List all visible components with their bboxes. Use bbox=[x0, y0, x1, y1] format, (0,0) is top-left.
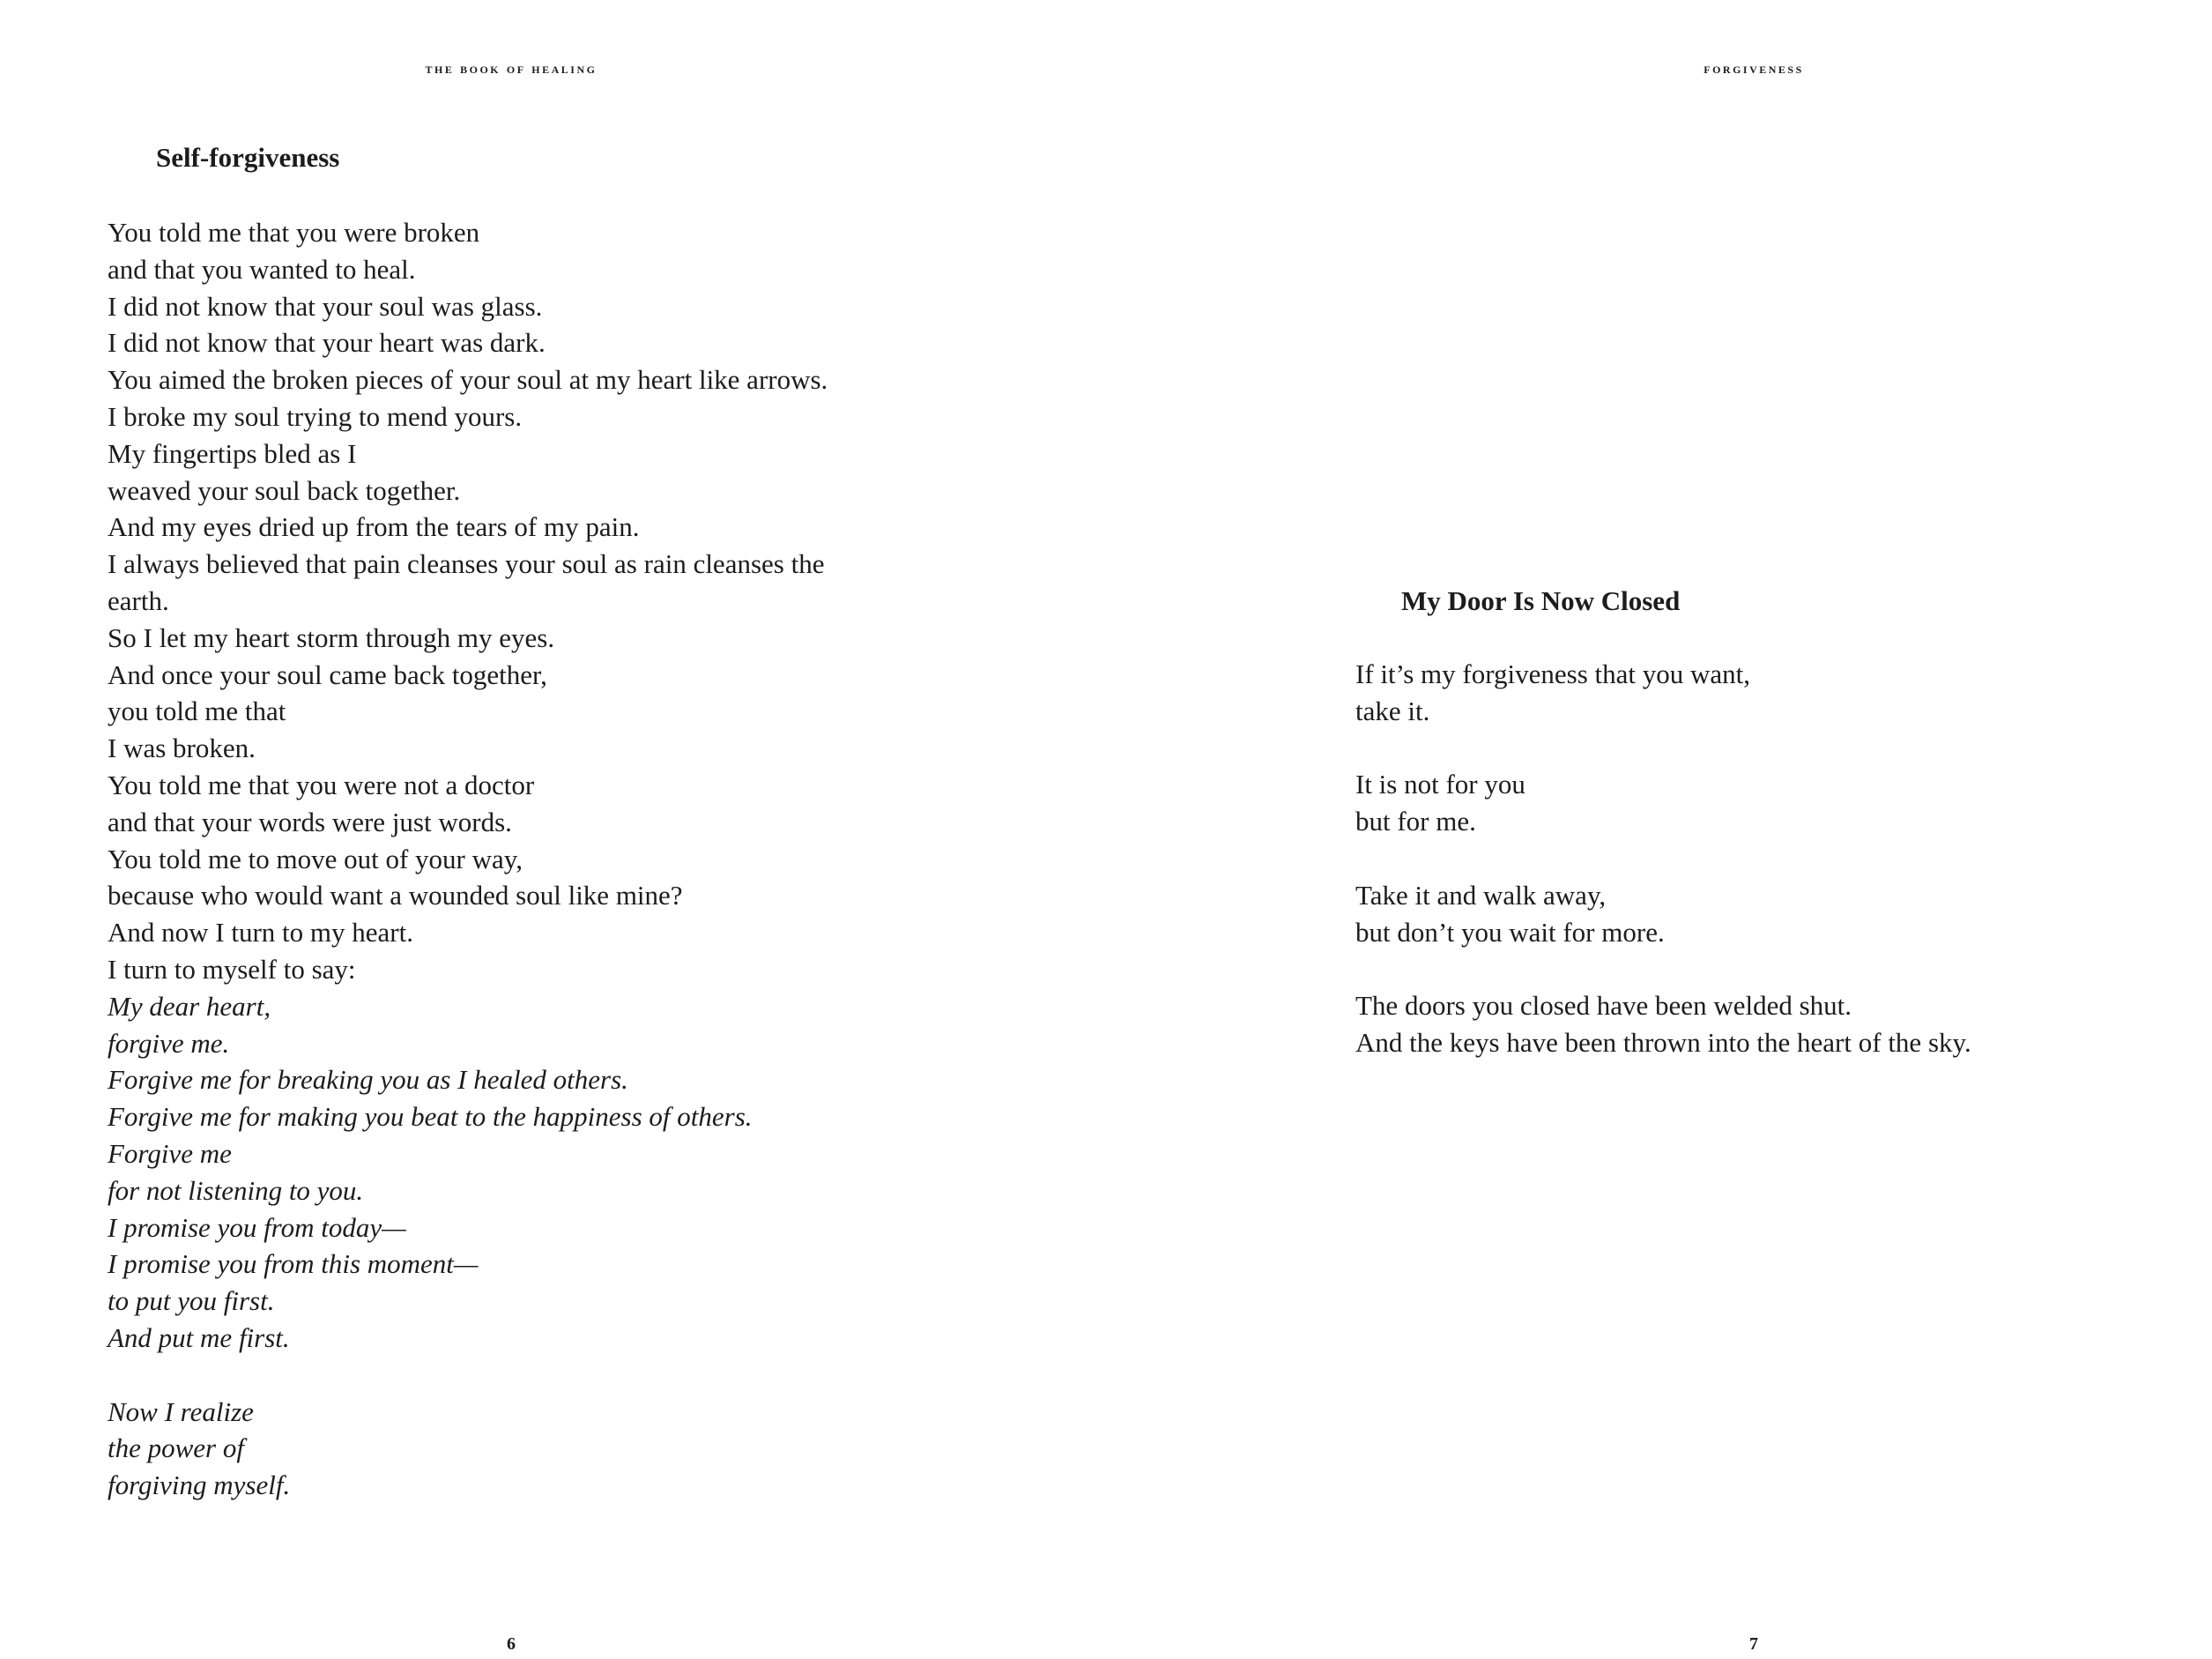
poem-line: earth. bbox=[108, 584, 169, 616]
running-head: the book of healing bbox=[425, 60, 598, 77]
poem-line: My dear heart, bbox=[108, 990, 271, 1022]
right-page bbox=[1106, 0, 2212, 1659]
poem-line: I promise you from today— bbox=[108, 1211, 406, 1243]
stanza-break bbox=[1355, 950, 2184, 987]
poem-line: My fingertips bled as I bbox=[108, 437, 357, 469]
poem-title: Self-forgiveness bbox=[156, 142, 340, 173]
poem-line: to put you first. bbox=[108, 1285, 275, 1317]
poem-line: and that your words were just words. bbox=[108, 806, 512, 837]
poem-line: you told me that bbox=[108, 696, 286, 727]
poem-line: Forgive me for breaking you as I healed others. bbox=[108, 1064, 628, 1096]
page-number: 6 bbox=[507, 1634, 516, 1654]
stanza-break bbox=[1355, 840, 2184, 877]
poem-title: My Door Is Now Closed bbox=[1401, 585, 1681, 616]
poem-line: I was broken. bbox=[108, 733, 256, 764]
poem-line: Forgive me bbox=[108, 1137, 232, 1169]
poem-line: weaved your soul back together. bbox=[108, 474, 461, 506]
poem-line: You told me to move out of your way, bbox=[108, 843, 523, 874]
poem-line: I turn to myself to say: bbox=[108, 953, 356, 985]
poem-line: If it’s my forgiveness that you want, bbox=[1355, 658, 1751, 689]
poem-line: You told me that you were broken bbox=[108, 217, 480, 248]
poem-line: but don’t you wait for more. bbox=[1355, 916, 1665, 948]
poem-line: And the keys have been thrown into the heart of the sky. bbox=[1355, 1026, 1971, 1058]
poem-line: forgive me. bbox=[108, 1027, 230, 1059]
poem-line: And now I turn to my heart. bbox=[108, 917, 413, 949]
poem-body bbox=[108, 214, 954, 1504]
stanza-break bbox=[108, 1357, 954, 1394]
poem-line: Now I realize bbox=[108, 1395, 254, 1427]
poem-line: for not listening to you. bbox=[108, 1174, 364, 1206]
poem-line: but for me. bbox=[1355, 806, 1476, 837]
poem-line: The doors you closed have been welded shut. bbox=[1355, 990, 1852, 1022]
poem-line: Take it and walk away, bbox=[1355, 879, 1607, 911]
poem-line: take it. bbox=[1355, 695, 1430, 726]
poem-line: I broke my soul trying to mend yours. bbox=[108, 400, 523, 432]
poem-line: forgiving myself. bbox=[108, 1469, 291, 1501]
poem-line: You aimed the broken pieces of your soul at my heart like arrows. bbox=[108, 364, 828, 396]
poem-line: You told me that you were not a doctor bbox=[108, 769, 535, 800]
poem-line: It is not for you bbox=[1355, 769, 1525, 800]
poem-line: Forgive me for making you beat to the happiness of others. bbox=[108, 1101, 753, 1133]
poem-line: I did not know that your heart was dark. bbox=[108, 327, 546, 359]
page-number: 7 bbox=[1749, 1634, 1758, 1654]
poem-line: So I let my heart storm through my eyes. bbox=[108, 621, 555, 653]
running-head: forgiveness bbox=[1704, 60, 1804, 77]
poem-line: I did not know that your soul was glass. bbox=[108, 290, 543, 322]
poem-body bbox=[1355, 656, 2184, 1061]
poem-line: And my eyes dried up from the tears of my pain. bbox=[108, 511, 640, 543]
poem-line: And once your soul came back together, bbox=[108, 658, 547, 690]
poem-line: the power of bbox=[108, 1432, 244, 1464]
poem-line: And put me first. bbox=[108, 1321, 290, 1353]
poem-line: because who would want a wounded soul like mine? bbox=[108, 880, 683, 911]
stanza-break bbox=[1355, 730, 2184, 767]
poem-line: I promise you from this moment— bbox=[108, 1248, 479, 1280]
poem-line: and that you wanted to heal. bbox=[108, 253, 416, 285]
poem-line: I always believed that pain cleanses your soul as rain cleanses the bbox=[108, 548, 825, 580]
